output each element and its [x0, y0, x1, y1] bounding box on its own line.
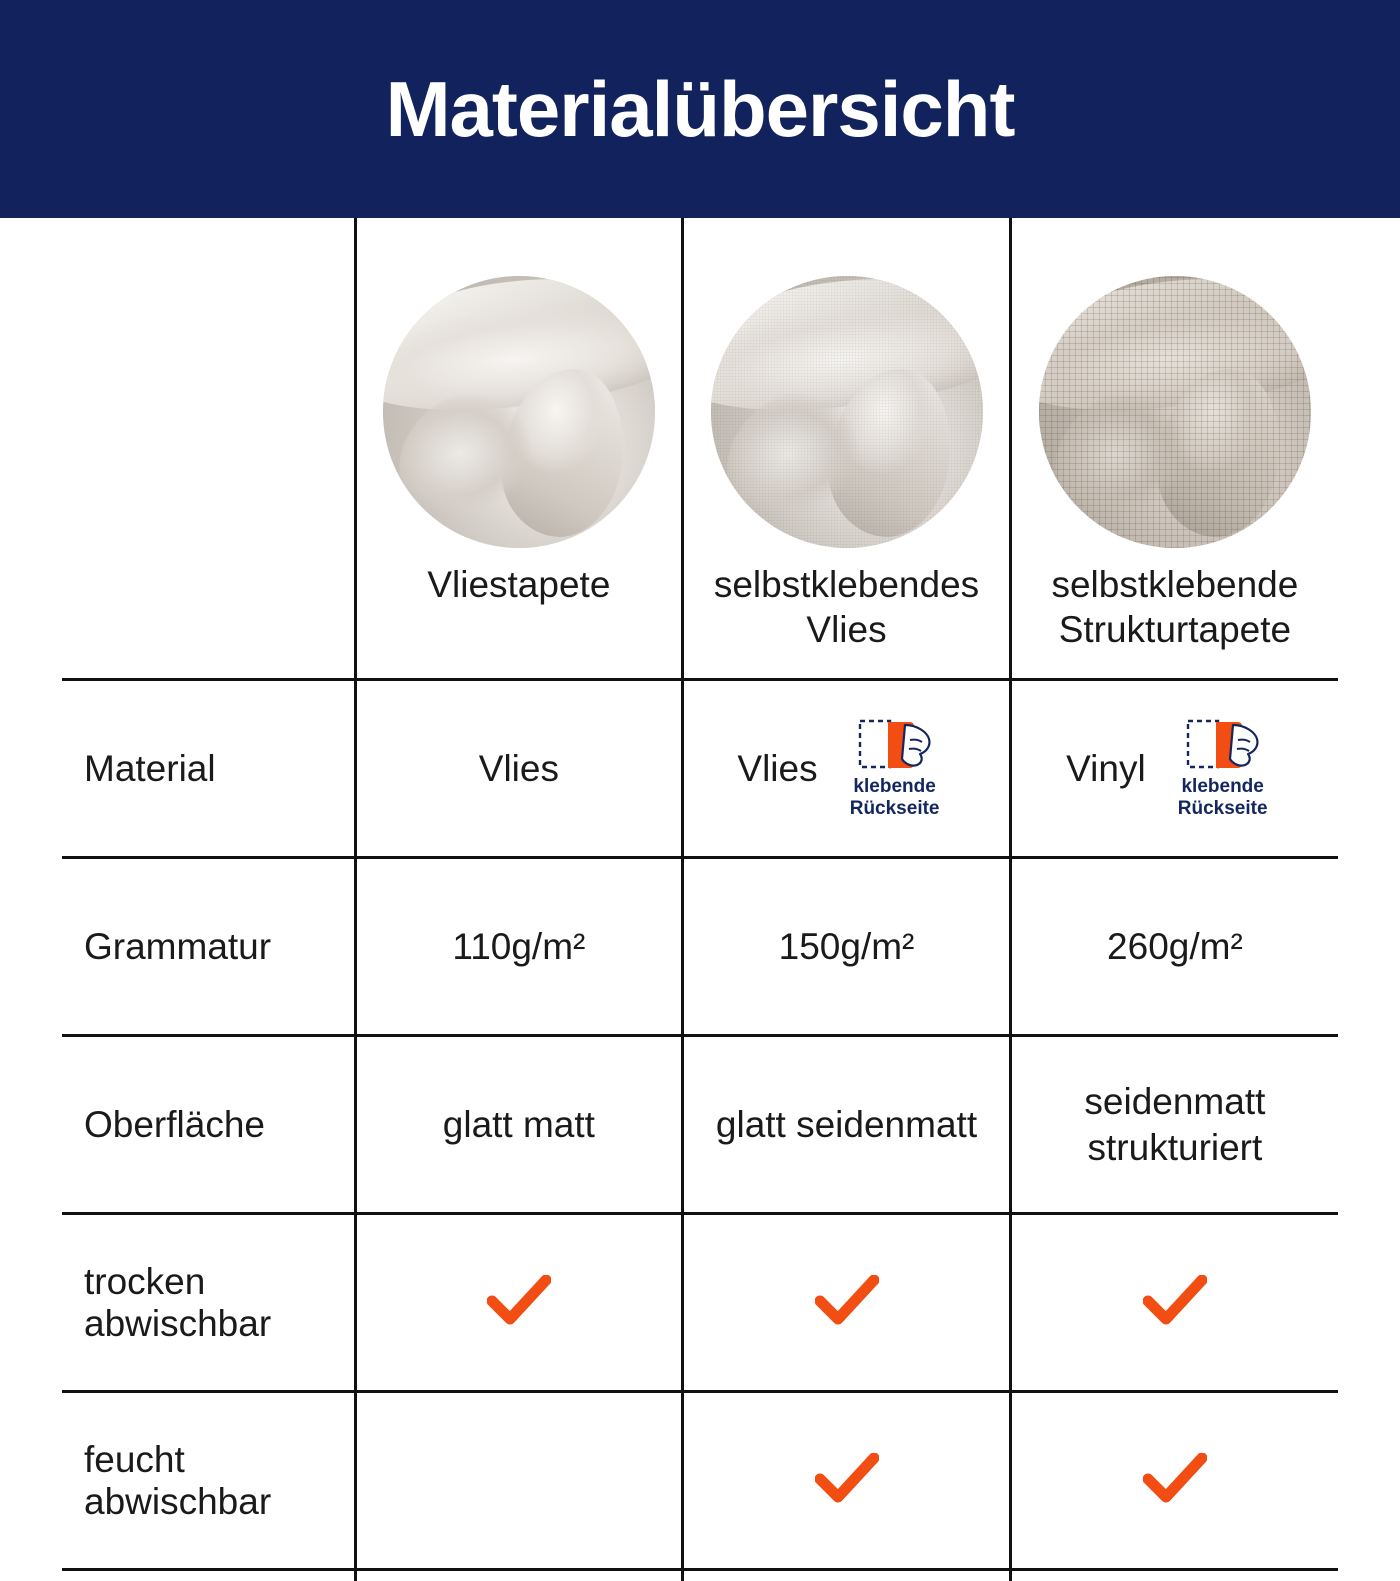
- cell-trocken-1: [683, 1214, 1011, 1392]
- table-row-oberflaeche: [62, 1036, 1338, 1214]
- cell-material-0: [355, 680, 683, 858]
- check-icon: [1143, 1275, 1207, 1325]
- adhesive-backing-badge: [1162, 718, 1284, 819]
- cell-feucht-2: [1010, 1392, 1338, 1570]
- cell-feucht-0: [355, 1392, 683, 1570]
- swatch-cell-2: [1010, 218, 1338, 548]
- cell-trocken-2: [1010, 1214, 1338, 1392]
- table-row-feucht-abwischbar: [62, 1392, 1338, 1570]
- cell-feucht-1: [683, 1392, 1011, 1570]
- swatch-image-selbstklebendes-vlies: [711, 276, 983, 548]
- swatch-cell-0: [355, 218, 683, 548]
- row-label-material: Material: [62, 680, 355, 858]
- swatch-image-strukturtapete: [1039, 276, 1311, 548]
- row-label-grammatur: Grammatur: [62, 858, 355, 1036]
- swatch-row: [62, 218, 1338, 548]
- check-icon: [487, 1275, 551, 1325]
- table-row-material: [62, 680, 1338, 858]
- table-bottom-rule: [62, 1570, 1338, 1581]
- cell-oberflaeche-1: glatt seidenmatt: [683, 1036, 1011, 1214]
- swatch-image-vliestapete: [383, 276, 655, 548]
- adhesive-backing-badge-text: klebende Rückseite: [1177, 776, 1268, 819]
- swatch-row-empty-label: [62, 218, 355, 548]
- peel-backing-icon: [1186, 718, 1260, 772]
- row-label-trocken-abwischbar: trocken abwischbar: [62, 1214, 355, 1392]
- cell-value: Vlies: [478, 747, 559, 789]
- adhesive-backing-badge-text: klebende Rückseite: [849, 776, 940, 819]
- column-name-0: Vliestapete: [355, 548, 683, 680]
- material-overview-content: [0, 218, 1400, 1522]
- table-row-trocken-abwischbar: [62, 1214, 1338, 1392]
- cell-trocken-0: [355, 1214, 683, 1392]
- cell-material-1: [683, 680, 1011, 858]
- column-name-empty-label: [62, 548, 355, 680]
- adhesive-backing-badge: [834, 718, 956, 819]
- peel-backing-icon: [858, 718, 932, 772]
- cell-oberflaeche-0: glatt matt: [355, 1036, 683, 1214]
- row-label-feucht-abwischbar: feucht abwischbar: [62, 1392, 355, 1570]
- cell-grammatur-2: 260g/m²: [1010, 858, 1338, 1036]
- column-name-row: [62, 548, 1338, 680]
- table-row-grammatur: [62, 858, 1338, 1036]
- cell-value: Vinyl: [1066, 747, 1146, 789]
- check-icon: [815, 1453, 879, 1503]
- material-comparison-table: [62, 218, 1338, 1581]
- page-header: [0, 0, 1400, 218]
- row-label-oberflaeche: Oberfläche: [62, 1036, 355, 1214]
- cell-material-2: [1010, 680, 1338, 858]
- check-icon: [815, 1275, 879, 1325]
- check-icon: [1143, 1453, 1207, 1503]
- cell-grammatur-0: 110g/m²: [355, 858, 683, 1036]
- cell-grammatur-1: 150g/m²: [683, 858, 1011, 1036]
- page-title: Materialübersicht: [385, 65, 1015, 153]
- column-name-1: selbstklebendes Vlies: [683, 548, 1011, 680]
- cell-oberflaeche-2: seidenmatt strukturiert: [1010, 1036, 1338, 1214]
- column-name-2: selbstklebende Strukturtapete: [1010, 548, 1338, 680]
- swatch-cell-1: [683, 218, 1011, 548]
- cell-value: Vlies: [737, 747, 818, 789]
